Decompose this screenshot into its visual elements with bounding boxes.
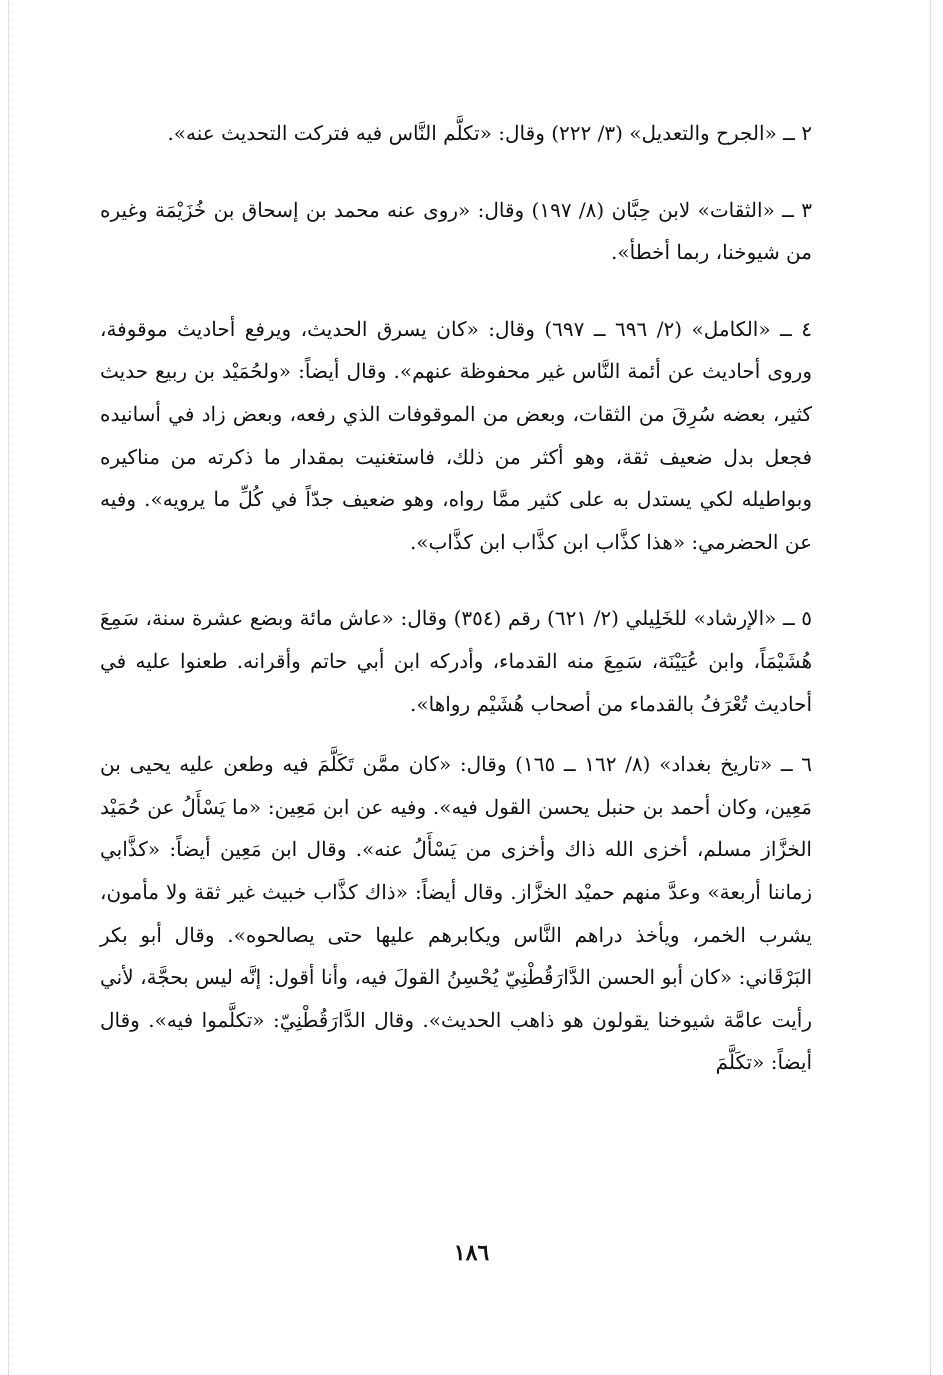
scan-edge-line: [930, 0, 931, 1375]
footnotes-body: [100, 112, 812, 1084]
entry-4: ٤ ــ «الكامل» (٢/ ٦٩٦ ــ ٦٩٧) وقال: «كان يسرق الحديث، ويرفع أحاديث موقوفة، وروى أحاديث عن أئمة النَّاس غير محفوظة عنهم». وقال أيضاً: «ولحُمَيْد بن ربيع حديث كثير، بعضه سُرِقَ من الثقات، وبعض من الموقوفات الذي رفعه، وبعض زاد في أسانيده فجعل بدل ضعيف ثقة، وهو أكثر من ذلك، فاستغنيت بمقدار ما ذكرته من مناكيره وبواطيله لكي يستدل به على كثير ممَّا رواه، وهو ضعيف جدّاً في كُلِّ ما يرويه». وفيه عن الحضرمي: «هذا كذَّاب ابن كذَّاب ابن كذَّاب».: [100, 316, 812, 554]
scan-edge-line: [8, 0, 9, 1375]
entry-2: ٢ ــ «الجرح والتعديل» (٣/ ٢٢٢) وقال: «تكلَّم النَّاس فيه فتركت التحديث عنه».: [167, 121, 812, 145]
entry-5: ٥ ــ «الإرشاد» للخَلِيلي (٢/ ٦٢١) رقم (٣٥٤) وقال: «عاش مائة وبضع عشرة سنة، سَمِعَ هُشَيْمَاً، وابن عُيَيْنَة، سَمِعَ منه القدماء، وأدركه ابن أبي حاتم وأقرانه. طعنوا عليه في أحاديث تُعْرَفُ بالقدماء من أصحاب هُشَيْم رواها».: [100, 606, 812, 716]
entry-6: ٦ ــ «تاريخ بغداد» (٨/ ١٦٢ ــ ١٦٥) وقال: «كان ممَّن تَكَلَّمَ فيه وطعن عليه يحيى بن مَعِين، وكان أحمد بن حنبل يحسن القول فيه». وفيه عن ابن مَعِين: «ما يَسْأَلُ عن حُمَيْد الخزَّاز مسلم، أخزى الله ذاك وأخزى من يَسْأَلُ عنه». وقال ابن مَعِين أيضاً: «كذَّابي زماننا أربعة» وعدَّ منهم حميْد الخزَّاز. وقال أيضاً: «ذاك كذَّاب خبيث غير ثقة ولا مأمون، يشرب الخمر، ويأخذ دراهم النَّاس ويكابرهم عليها حتى يصالحوه». وقال أبو بكر البَرْقَاني: «كان أبو الحسن الدَّارَقُطْنِيّ يُحْسِنُ القولَ فيه، وأنا أقول: إنَّه ليس بحجَّة، لأني رأيت عامَّة شيوخنا يقولون هو ذاهب الحديث». وقال الدَّارَقُطْنِيّ: «تكلَّموا فيه». وقال أيضاً: «تكَلَّمَ: [100, 752, 812, 1075]
page-number: ١٨٦: [453, 1240, 490, 1266]
entry-3: ٣ ــ «الثقات» لابن حِبَّان (٨/ ١٩٧) وقال: «روى عنه محمد بن إسحاق بن خُزَيْمَة وغيره من شيوخنا، ربما أخطأ».: [100, 197, 812, 265]
